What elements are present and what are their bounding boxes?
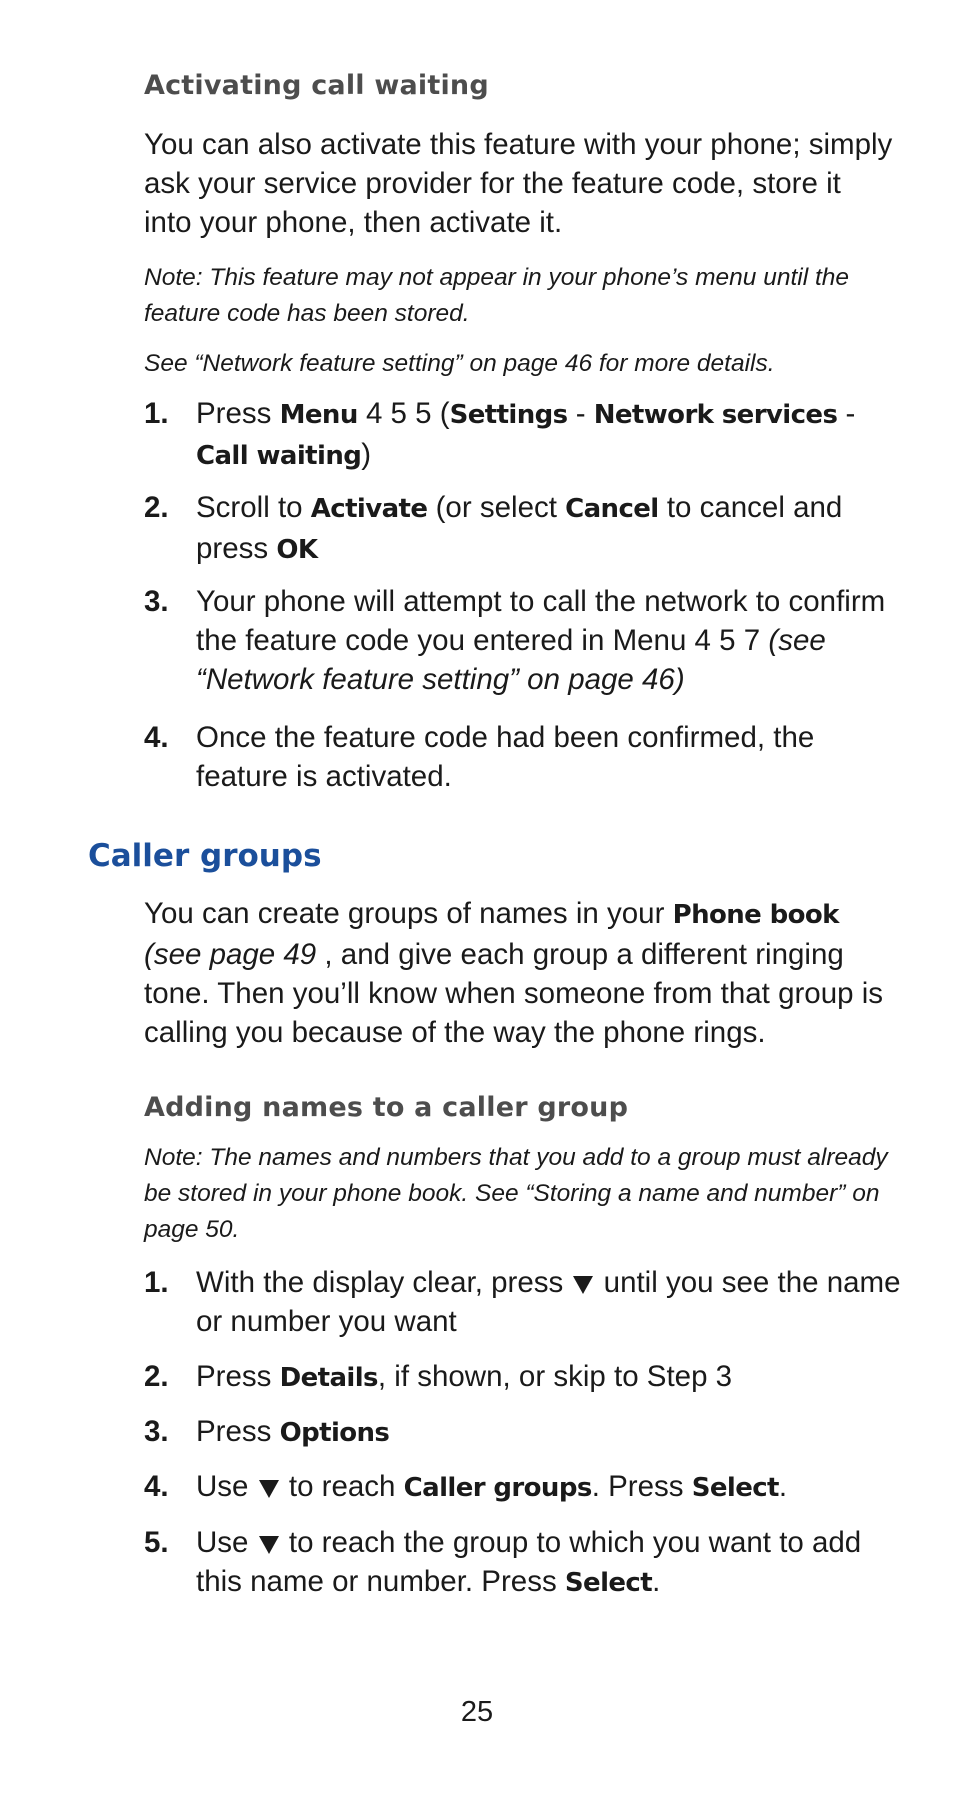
text-run: - [837,397,856,430]
call-waiting-step-4 [144,718,904,796]
step-number: 3. [144,585,169,618]
text-run: . [652,1565,661,1598]
text-run: to reach [280,1470,404,1503]
step-text [196,582,904,699]
adding-names-step-2 [144,1357,904,1398]
menu-keyword: OK [276,535,318,565]
step-number: 2. [144,491,169,524]
adding-names-step-4 [144,1467,904,1508]
step-text [196,1412,904,1453]
text-run: - [567,397,594,430]
adding-names-step-3 [144,1412,904,1453]
text-run: Press [196,397,280,430]
step-number: 2. [144,1360,169,1393]
step-text [196,1263,904,1341]
step-number: 4. [144,721,169,754]
text-run: until you see the name or number you want [196,1266,901,1338]
menu-keyword: Activate [310,494,428,524]
text-run: Use [196,1526,257,1559]
text-run: You can create groups of names in your [144,897,673,930]
menu-keyword: Settings [449,400,568,430]
menu-keyword: Caller groups [403,1473,592,1503]
text-run: to reach the group to which you want to add this name or number. Press [196,1526,862,1598]
call-waiting-note: Note: This feature may not appear in your phone’s menu until the feature code has been stored. [144,264,850,327]
call-waiting-step-2 [144,488,904,570]
step-text [196,1523,904,1603]
call-waiting-step-3 [144,582,904,699]
menu-keyword: Call waiting [196,441,362,471]
adding-names-note: Note: The names and numbers that you add to a group must already be stored in your phone book. See “Storing a name and number” on page 50. [144,1144,888,1243]
adding-names-step-5 [144,1523,904,1603]
heading-caller-groups: Caller groups [88,838,322,874]
menu-keyword: Select [691,1473,779,1503]
text-run: ) [361,438,372,471]
step-text [196,394,904,476]
text-run: , if shown, or skip to Step 3 [377,1360,733,1393]
down-triangle-icon [259,1536,279,1554]
text-run: Press [196,1360,280,1393]
step-number: 1. [144,1266,169,1299]
step-number: 4. [144,1470,169,1503]
step-number: 5. [144,1526,169,1559]
text-run: With the display clear, press [196,1266,572,1299]
step-number: 1. [144,397,169,430]
text-run: Use [196,1470,257,1503]
menu-keyword: Details [279,1363,378,1393]
text-run: Press [196,1415,280,1448]
menu-keyword: Cancel [565,494,659,524]
menu-keyword: Menu [279,400,358,430]
step-text [196,488,904,570]
down-triangle-icon [573,1276,593,1294]
heading-activating-call-waiting: Activating call waiting [144,70,489,101]
text-run: . [778,1470,788,1503]
page-number: 25 [460,1696,494,1728]
call-waiting-see-reference: See “Network feature setting” on page 46 for more details. [144,350,775,377]
menu-keyword: Select [564,1568,653,1598]
call-waiting-intro: You can also activate this feature with your phone; simply ask your service provider for the feature code, store it into your phone, then activate it. [144,128,893,239]
text-run: 4 5 5 ( [357,397,450,430]
text-run: Your phone will attempt to call the network to confirm the feature code you entered in Menu 4 5 7 [196,585,886,657]
call-waiting-step-1 [144,394,904,476]
step-number: 3. [144,1415,169,1448]
step-text [196,1357,904,1398]
text-run: . Press [591,1470,692,1503]
page-reference: (see page 49 [144,938,317,971]
adding-names-step-1 [144,1263,904,1341]
step-text: Once the feature code had been confirmed, the feature is activated. [196,721,815,793]
text-run: Scroll to [196,491,311,524]
menu-keyword: Options [279,1418,390,1448]
text-run: , and give each group a different ringing tone. Then you’ll know when someone from that group is calling you because of the way the phone rings. [144,938,884,1049]
step-text [196,1467,904,1508]
down-triangle-icon [259,1480,279,1498]
text-run: to cancel and press [196,491,843,565]
menu-keyword: Network services [593,400,838,430]
heading-adding-names: Adding names to a caller group [144,1092,629,1123]
text-run: (or select [427,491,566,524]
caller-groups-intro [144,894,894,1052]
menu-keyword: Phone book [672,900,839,930]
page-reference: (see “Network feature setting” on page 46) [196,624,826,696]
